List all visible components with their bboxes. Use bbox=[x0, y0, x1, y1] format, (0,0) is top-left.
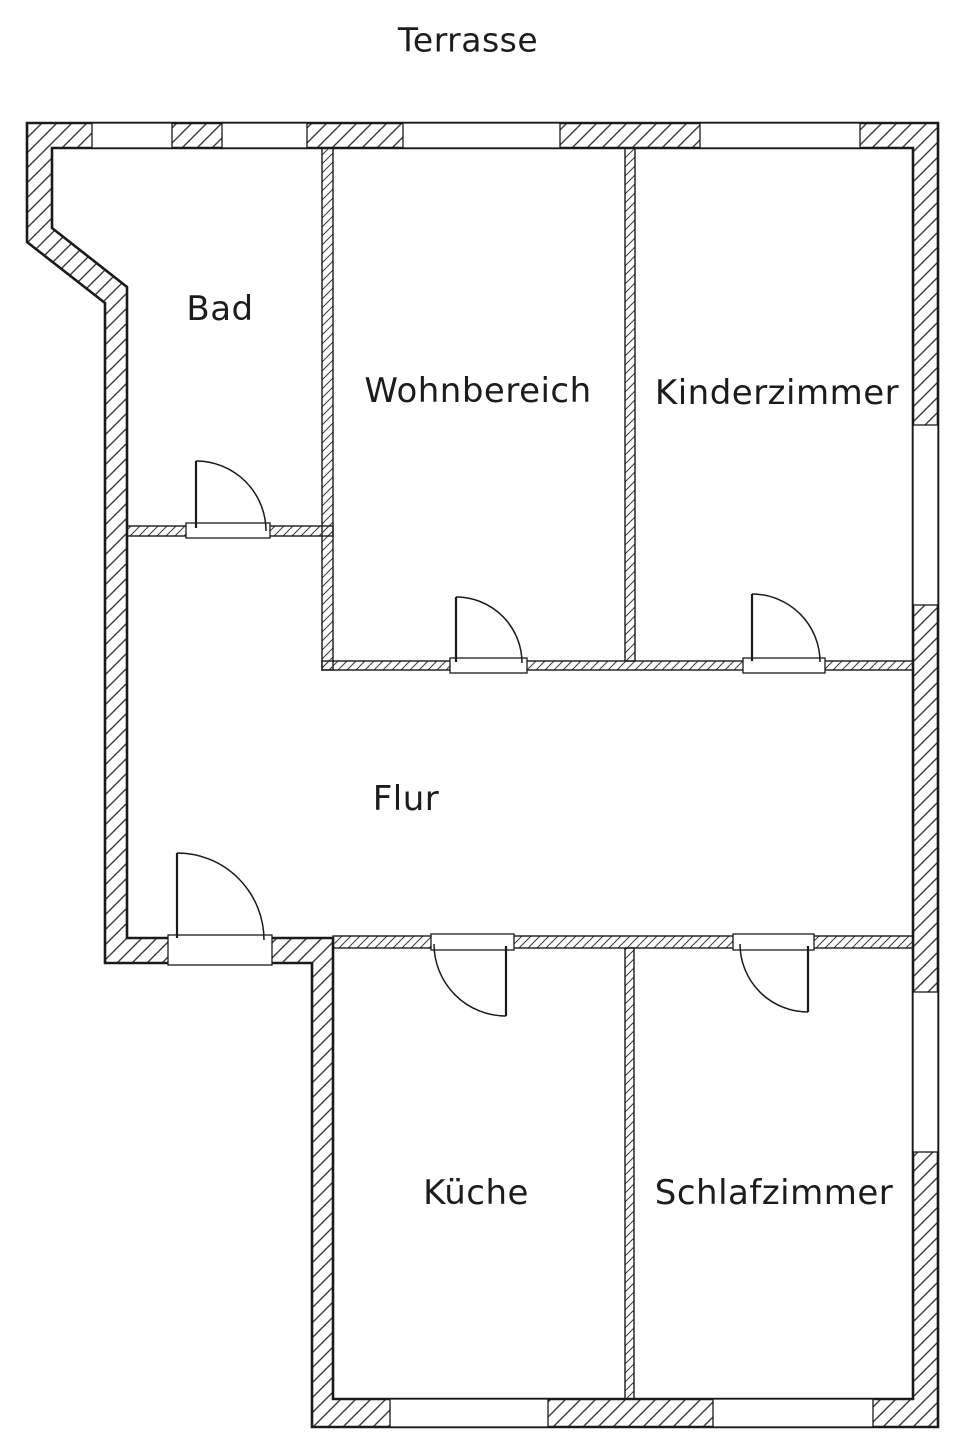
bad-door-opening bbox=[186, 523, 270, 538]
wohnbereich-label: Wohnbereich bbox=[364, 371, 592, 411]
terrasse-label: Terrasse bbox=[397, 20, 539, 60]
window-schlafzimmer-south bbox=[713, 1399, 873, 1427]
kinderzimmer-label: Kinderzimmer bbox=[654, 373, 900, 413]
window-bad-north-1 bbox=[92, 123, 172, 148]
window-bad-north-2 bbox=[222, 123, 307, 148]
window-schlafzimmer-east bbox=[913, 992, 938, 1152]
entrance-door-swing-arc bbox=[177, 853, 264, 940]
flur-label: Flur bbox=[372, 779, 440, 819]
kinderzimmer-door-swing-arc bbox=[752, 594, 820, 662]
kinderzimmer-door-opening bbox=[743, 658, 825, 673]
bad-door-swing-arc bbox=[196, 461, 266, 531]
wall-kueche-schlafzimmer bbox=[625, 948, 634, 1399]
wall-bad-wohnbereich bbox=[322, 148, 333, 670]
wall-wohnbereich-kinderzimmer bbox=[625, 148, 635, 661]
wohnbereich-door-opening bbox=[450, 658, 527, 673]
schlafzimmer-label: Schlafzimmer bbox=[654, 1173, 894, 1213]
bad-label: Bad bbox=[186, 289, 254, 329]
kueche-door-swing-arc bbox=[434, 944, 506, 1016]
window-kinderzimmer-north bbox=[700, 123, 860, 148]
schlafzimmer-door-opening bbox=[733, 934, 814, 950]
kueche-door-opening bbox=[431, 934, 514, 950]
window-kinderzimmer-east bbox=[913, 425, 938, 605]
window-kueche-south bbox=[390, 1399, 548, 1427]
kinderzimmer-door bbox=[743, 594, 825, 673]
entrance-door-opening bbox=[168, 935, 272, 965]
kueche-label: Küche bbox=[423, 1173, 529, 1213]
kueche-door bbox=[431, 934, 514, 1016]
schlafzimmer-door-swing-arc bbox=[740, 944, 808, 1012]
window-wohnbereich-north bbox=[403, 123, 560, 148]
bad-door bbox=[186, 461, 270, 538]
exterior-wall bbox=[27, 123, 938, 1427]
wohnbereich-door-swing-arc bbox=[456, 597, 522, 663]
wall-flur-south bbox=[333, 936, 913, 948]
schlafzimmer-door bbox=[733, 934, 814, 1012]
entrance-door bbox=[168, 853, 272, 965]
wohnbereich-door bbox=[450, 597, 527, 673]
